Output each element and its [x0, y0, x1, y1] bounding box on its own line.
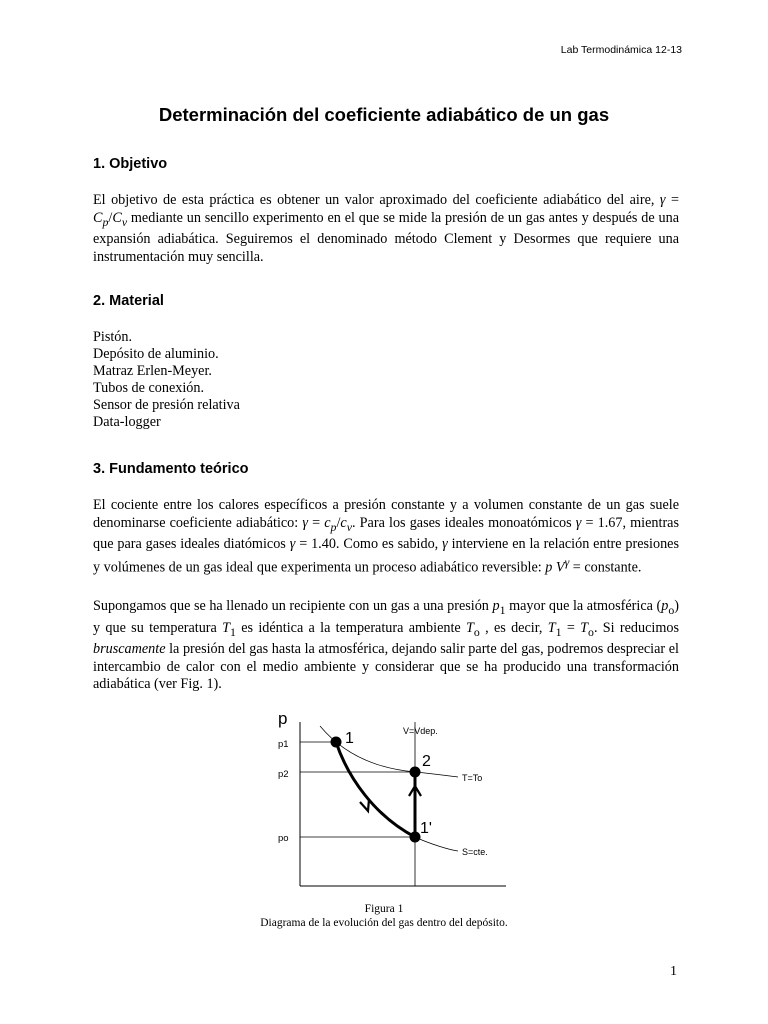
cv-symbol: C — [112, 209, 122, 226]
text-segment: Supongamos que se ha llenado un recipiente con un gas a una presión — [93, 598, 493, 614]
filled-circle-icon — [331, 737, 342, 748]
text-segment: interviene en la relación entre presiones y volúmenes de un gas ideal que experimenta un proceso adiabático reversible: — [93, 536, 680, 576]
text-segment: ) y que su temperatura — [93, 598, 679, 636]
text-segment: = — [307, 514, 325, 531]
text-segment: = constante. — [569, 559, 642, 576]
p1-subscript: 1 — [499, 602, 506, 617]
text-segment: / — [108, 209, 113, 226]
emphasis-bruscamente: bruscamente — [93, 641, 166, 658]
gamma-exponent: γ — [564, 554, 570, 569]
t-symbol: T — [222, 619, 231, 636]
text-segment: . Si reducimos — [593, 619, 680, 636]
running-header: Lab Termodinámica 12-13 — [560, 44, 682, 56]
v-symbol: V — [555, 559, 565, 576]
point-label-1-prime: 1' — [420, 820, 432, 837]
page-number: 1 — [670, 964, 677, 979]
c-symbol: c — [324, 514, 331, 531]
text-segment: es idéntica a la temperatura ambiente — [235, 619, 467, 636]
text-segment: la presión del gas hasta la atmosférica, dejando salir parte del gas, podremos despreciar el intercambio de calor con el medio ambiente y considerar que se ha producido una transformación adiabática (ver Fig. 1). — [93, 641, 679, 693]
t-symbol: T — [547, 619, 556, 636]
label-adiabat: S=cte. — [462, 847, 488, 857]
c-subscript: p — [330, 519, 337, 534]
filled-circle-icon — [410, 832, 421, 843]
t1-subscript: 1 — [230, 624, 236, 639]
gamma-symbol: γ — [302, 514, 308, 531]
text-segment: mayor que la atmosférica ( — [505, 598, 662, 614]
p-symbol: p — [492, 598, 500, 614]
figure-pv-diagram — [270, 708, 510, 894]
to-subscript: o — [473, 624, 480, 639]
text-segment: , es decir, — [479, 619, 548, 636]
label-isotherm: T=To — [462, 773, 483, 783]
section-heading-material: 2. Material — [93, 293, 164, 309]
paragraph-objetivo — [93, 192, 679, 267]
text-segment: = — [561, 619, 581, 636]
to-subscript: o — [588, 624, 594, 639]
t1-subscript: 1 — [555, 624, 562, 639]
text-segment: / — [336, 514, 341, 531]
list-item: Tubos de conexión. — [93, 379, 205, 396]
list-item: Matraz Erlen-Meyer. — [93, 362, 212, 379]
tick-label-p2: p2 — [278, 769, 289, 780]
c-symbol: c — [340, 514, 347, 531]
text-segment: = 1.67, mientras que para gases ideales diatómicos — [93, 514, 679, 553]
filled-circle-icon — [410, 767, 421, 778]
t-symbol: T — [580, 619, 589, 636]
text-segment: El objetivo de esta práctica es obtener un valor aproximado del coeficiente adiabático del aire, — [93, 192, 655, 208]
list-item: Depósito de aluminio. — [93, 345, 219, 362]
point-label-1: 1 — [345, 730, 354, 747]
text-segment: = — [665, 192, 679, 208]
cp-symbol: C — [93, 209, 103, 226]
gamma-symbol: γ — [442, 536, 448, 553]
text-segment: mediante un sencillo experimento en el que se mide la presión de un gas antes y después de una expansión adiabática. Seguiremos el denominado método Clement y Desormes que requiere una instrumentación muy sencilla. — [93, 209, 679, 265]
c-subscript: v — [346, 519, 352, 534]
po-symbol: p — [661, 598, 669, 614]
tick-label-p1: p1 — [278, 739, 289, 750]
page-title: Determinación del coeficiente adiabático de un gas — [158, 104, 610, 125]
cv-subscript: v — [121, 214, 128, 229]
figure-caption-title: Figura 1 — [364, 903, 404, 915]
arrowhead-icon — [360, 799, 369, 811]
pv-diagram-svg — [270, 708, 510, 894]
list-item: Pistón. — [93, 329, 133, 345]
list-item: Data-logger — [93, 413, 161, 430]
point-label-2: 2 — [422, 753, 431, 770]
paragraph-fundamento-2 — [93, 598, 679, 694]
p-symbol: p — [545, 559, 553, 576]
text-segment: El cociente entre los calores específicos a presión constante y a volumen constante de un gas suele denominarse coeficiente adiabático: — [93, 497, 679, 531]
tick-label-po: po — [278, 833, 289, 844]
text-segment: . Para los gases ideales monoatómicos — [351, 514, 576, 531]
adiabat-tail-curve — [415, 837, 458, 851]
gamma-symbol: γ — [575, 514, 582, 531]
section-heading-objetivo: 1. Objetivo — [93, 156, 168, 172]
figure-caption-text: Diagrama de la evolución del gas dentro del depósito. — [260, 917, 508, 929]
text-segment: = 1.40. Como es sabido, — [295, 536, 443, 553]
gamma-symbol: γ — [289, 536, 296, 553]
section-heading-fundamento: 3. Fundamento teórico — [93, 461, 249, 477]
label-isochore: V=Vdep. — [403, 726, 438, 736]
material-list — [93, 329, 240, 430]
axis-label-p: p — [278, 709, 288, 728]
cp-subscript: p — [102, 214, 109, 229]
adiabatic-process-path — [336, 742, 415, 837]
list-item: Sensor de presión relativa — [93, 396, 240, 413]
po-subscript: o — [668, 602, 675, 617]
paragraph-fundamento-1 — [93, 497, 679, 577]
t-symbol: T — [466, 619, 474, 636]
gamma-symbol: γ — [659, 192, 666, 208]
